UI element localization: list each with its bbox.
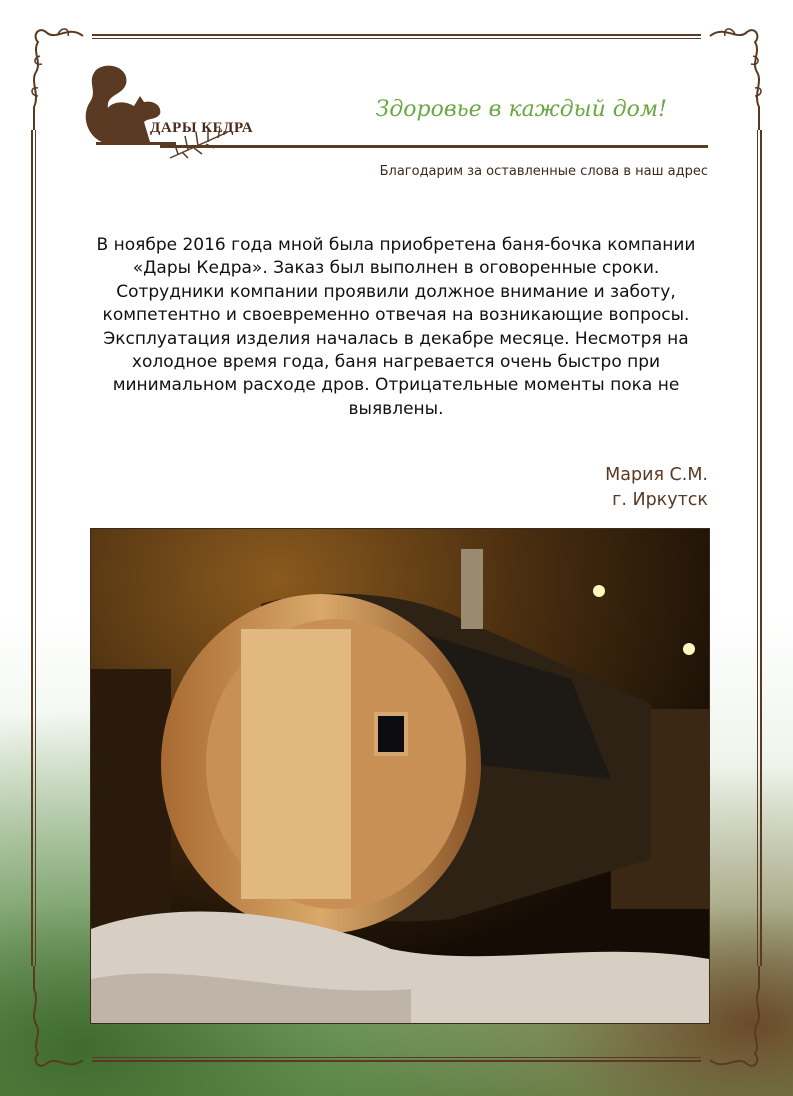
author-city: г. Иркутск — [612, 490, 708, 510]
frame-top — [92, 34, 701, 39]
frame-bottom — [92, 1057, 701, 1062]
frame-right — [757, 130, 762, 966]
ornament-corner-top-right — [705, 22, 765, 132]
testimonial-text: В ноябре 2016 года мной была приобретена баня-бочка компании «Дары Кедра». Заказ был выполнен в оговоренные сроки. Сотрудники компании проявили должное внимание и заботу, компетентно и своевременно отвечая на возникающие вопросы. Эксплуатация изделия началась в декабре месяце. Несмотря на холодное время года, баня нагревается очень быстро при минимальном расходе дров. Отрицательные моменты пока не выявлены. — [96, 235, 696, 419]
header-divider — [160, 145, 708, 148]
slogan: Здоровье в каждый дом! — [375, 97, 667, 122]
ornament-corner-bottom-right — [705, 964, 765, 1074]
barrel-sauna-photo — [90, 528, 710, 1024]
thanks-line: Благодарим за оставленные слова в наш адрес — [379, 164, 708, 179]
brand-name: ДАРЫ КЕДРА — [150, 120, 254, 136]
ornament-corner-bottom-left — [28, 964, 88, 1074]
author-name: Мария С.М. — [605, 465, 708, 485]
frame-left — [31, 130, 36, 966]
signature — [605, 463, 708, 513]
